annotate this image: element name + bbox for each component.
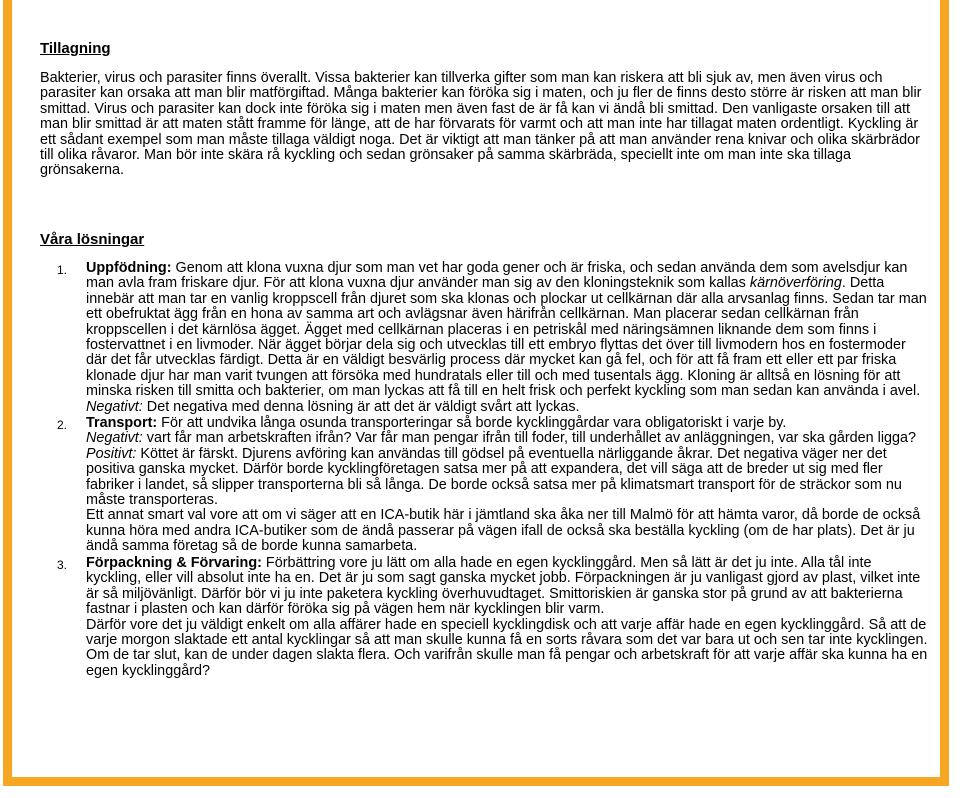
item-term: Förpackning & Förvaring: bbox=[86, 555, 262, 571]
item-term-italic: kärnöverföring bbox=[749, 275, 842, 292]
negative-label: Negativt: bbox=[86, 430, 143, 447]
item-number: 1. bbox=[57, 263, 68, 277]
item-text-a: Genom att klona vuxna djur som man vet har goda gener och är friska, och sedan använda dem som avelsdjur kan man avla fram friskare djur. För att klona vuxna djur använder man sig av den kloningsteknik som kallas bbox=[86, 260, 908, 292]
item-text-a: För att undvika långa osunda transporteringar så borde kycklinggårdar vara obligatoriskt i varje by. bbox=[157, 415, 787, 431]
negative-label: Negativt: bbox=[86, 398, 143, 415]
negative-text: Det negativa med denna lösning är att det är väldigt svårt att lyckas. bbox=[142, 398, 580, 415]
negative-text: vart får man arbetskraften ifrån? Var får man pengar ifrån till foder, till underhållet av anläggningen, var ska gården ligga? bbox=[142, 430, 917, 447]
section-heading-losningar: Våra lösningar bbox=[40, 231, 145, 248]
item-extra-text: Därför vore det ju väldigt enkelt om alla affärer hade en speciell kycklingdisk och att varje affär hade en egen kycklinggård. Så att de varje morgon slaktade ett antal kycklingar så att man skulle kunna få en sorts råvara som det var bara ut och sen tar inte kycklingen. Om de tar slut, kan de under dagen slakta flera. Och varifrån skulle man få pengar och arbetskraft för att varje affär ska kunna ha en egen kycklinggård? bbox=[86, 616, 928, 679]
item-term: Uppfödning: bbox=[86, 260, 172, 276]
item-text-a: Förbättring vore ju lätt om alla hade en egen kycklinggård. Men så lätt är det ju inte. Alla tål inte kyckling, eller vill absolut inte ha en. Det är ju som sagt ganska mycket jobb. Förpackningen är ju vanligast gjord av plast, vilket inte är så miljövänligt. Därför bör vi ju inte paketera kyckling överhuvudtaget. Smittoriskien är ganska stor på grund av att bakterierna fastnar i plasten och kan därför föröka sig på vägen hem när kycklingen blir varm. bbox=[86, 555, 921, 618]
item-number: 2. bbox=[57, 418, 68, 432]
item-text-b: . Detta innebär att man tar en vanlig kroppscell från djuret som ska klonas och plockar ut cellkärnan där alla arvsanlag finns. Sedan tar man ett obefruktat ägg från en hona av samma art och avlägsnar även härifrån cellkärnan. Man placerar sedan cellkärnan från kroppscellen i det kärnlösa ägget. Ägget med cellkärnan placeras i en petriskål med näringsämnen liknande dem som finns i fostervattnet i en livmoder. När ägget börjar dela sig och utvecklas till ett embryo flyttas det över till livmodern hos en fostermoder där det får utvecklas färdigt. Detta är en väldigt besvärlig process där mycket kan gå fel, och för att få fram ett eller ett par friska klonade djur har man varit tvungen att försöka med hundratals eller till och med tusentals ägg. Kloning är alltså en lösning för att minska risken till smitta och bakterier, om man lyckas att få till en helt frisk och perfekt kyckling som man sedan kan använda i avel. bbox=[86, 275, 927, 400]
list-item bbox=[40, 261, 930, 415]
list-item bbox=[40, 416, 930, 555]
list-item bbox=[40, 556, 930, 679]
intro-text: Bakterier, virus och parasiter finns överallt. Vissa bakterier kan tillverka gifter som man kan riskera att bli sjuk av, men även virus och parasiter kan orsaka att man blir matförgiftad. Många bakterier kan föröka sig i maten, och ju fler de finns desto större är risken att man blir smittad. Virus och parasiter kan dock inte föröka sig i maten men även fast de är få kan vi ändå bli smittad. Den vanligaste orsaken till att man blir smittad är att maten stått framme för länge, att de har förvarats för varmt och att man inte har tillagat maten ordentligt. Kyckling är ett sådant exempel som man måste tillaga väldigt noga. Det är viktigt att man tänker på att man använder rena knivar och olika skärbrädor till olika råvaror. Man bör inte skära rå kyckling och sedan grönsaker på samma skärbräda, speciellt inte om man inte ska tillaga grönsakerna. bbox=[40, 70, 922, 179]
section-heading-tillagning: Tillagning bbox=[40, 40, 111, 57]
item-term: Transport: bbox=[86, 415, 158, 431]
intro-paragraph bbox=[40, 71, 930, 179]
positive-label: Positivt: bbox=[86, 445, 137, 462]
item-extra-text: Ett annat smart val vore att om vi säger att en ICA-butik här i jämtland ska åka ner till Malmö för att hämta varor, då borde de också kunna höra med andra ICA-butiker som de ändå passerar på vägen ifall de också ska beställa kyckling (om de har plats). Det är ju ändå samma företag så de borde kunna samarbeta. bbox=[86, 507, 921, 555]
item-number: 3. bbox=[57, 558, 68, 572]
positive-text: Köttet är färskt. Djurens avföring kan användas till gödsel på eventuella närliggande åkrar. Det negativa väger ner det positiva ganska mycket. Därför borde kycklingföretagen satsa mer på att expandera, det vill säga att de breder ut sig med fler fabriker i landet, så slipper transporterna bli så långa. De borde också satsa mer på klimatsmart transport för de sträckor som nu måste transporteras. bbox=[86, 445, 902, 509]
